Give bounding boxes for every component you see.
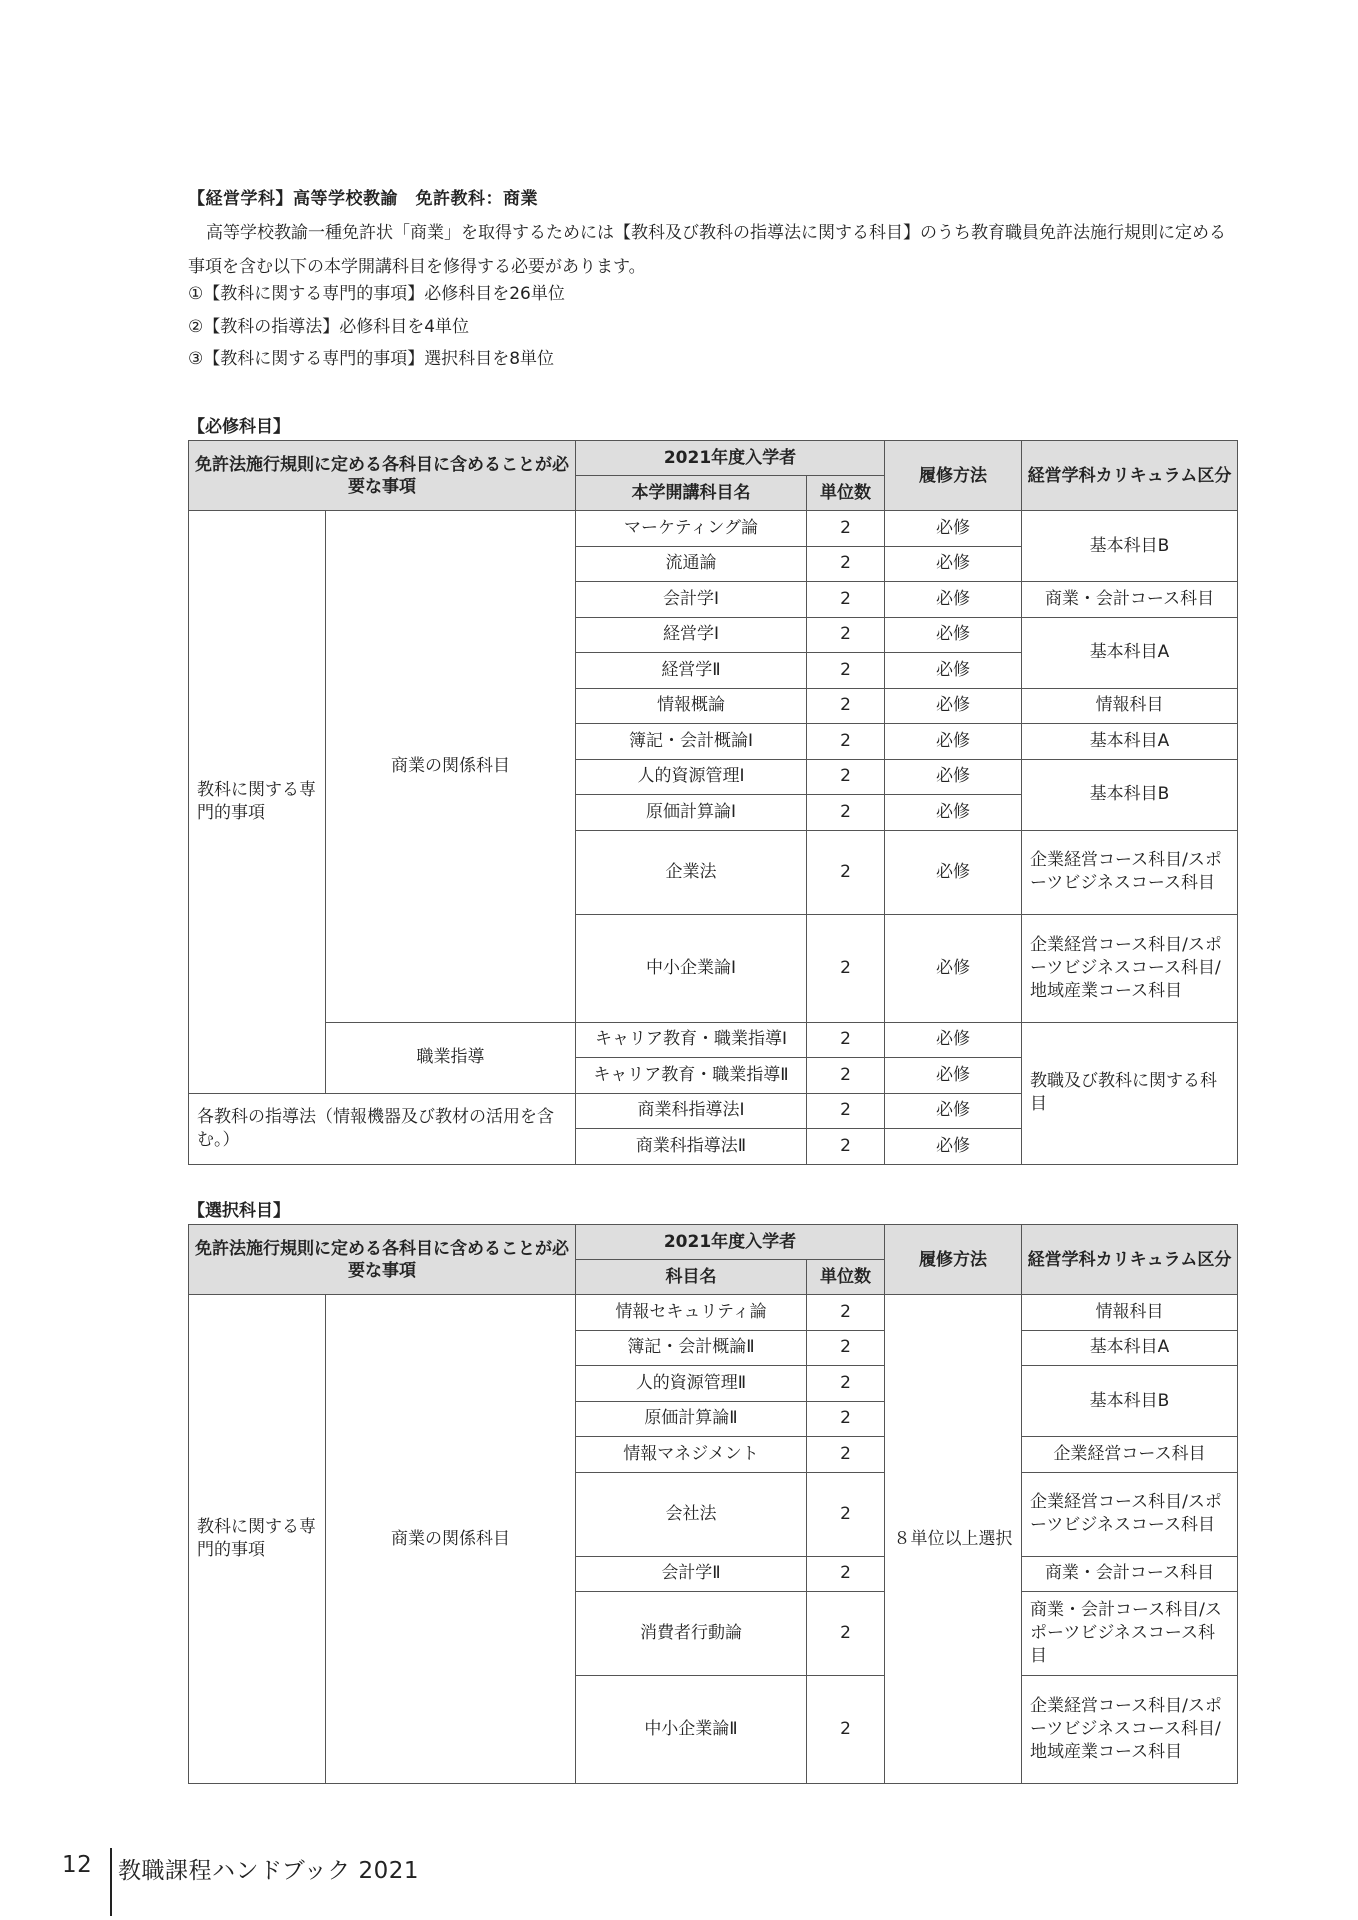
- credits-cell: 2: [807, 688, 885, 724]
- method-cell: ８単位以上選択: [885, 1295, 1022, 1784]
- subject-cell: 中小企業論Ⅰ: [576, 914, 807, 1022]
- header-matter: 免許法施行規則に定める各科目に含めることが必要な事項: [189, 1225, 576, 1295]
- curriculum-cell: 情報科目: [1022, 1295, 1238, 1331]
- subject-cell: 消費者行動論: [576, 1592, 807, 1676]
- curriculum-cell: 商業・会計コース科目: [1022, 1556, 1238, 1592]
- credits-cell: 2: [807, 830, 885, 914]
- method-cell: 必修: [885, 546, 1022, 582]
- header-curriculum: 経営学科カリキュラム区分: [1022, 441, 1238, 511]
- method-cell: 必修: [885, 1058, 1022, 1094]
- curriculum-cell: 情報科目: [1022, 688, 1238, 724]
- subject-cell: 流通論: [576, 546, 807, 582]
- curriculum-cell: 基本科目B: [1022, 511, 1238, 582]
- subject-cell: マーケティング論: [576, 511, 807, 547]
- subject-cell: 情報マネジメント: [576, 1437, 807, 1473]
- method-cell: 必修: [885, 1093, 1022, 1129]
- required-courses-table: [188, 440, 1238, 1165]
- footer-title: 教職課程ハンドブック 2021: [118, 1858, 420, 1884]
- header-method: 履修方法: [885, 441, 1022, 511]
- subject-cell: 企業法: [576, 830, 807, 914]
- subject-cell: キャリア教育・職業指導Ⅰ: [576, 1022, 807, 1058]
- category-cell: 商業の関係科目: [326, 511, 576, 1023]
- credits-cell: 2: [807, 1022, 885, 1058]
- method-cell: 必修: [885, 830, 1022, 914]
- credits-cell: 2: [807, 582, 885, 618]
- subject-cell: 会計学Ⅱ: [576, 1556, 807, 1592]
- method-cell: 必修: [885, 914, 1022, 1022]
- matter-cell: 教科に関する専門的事項: [189, 1295, 326, 1784]
- curriculum-cell: 商業・会計コース科目: [1022, 582, 1238, 618]
- subject-cell: 経営学Ⅰ: [576, 617, 807, 653]
- curriculum-cell: 商業・会計コース科目/スポーツビジネスコース科目: [1022, 1592, 1238, 1676]
- method-cell: 必修: [885, 795, 1022, 831]
- credits-cell: 2: [807, 546, 885, 582]
- subject-cell: 人的資源管理Ⅰ: [576, 759, 807, 795]
- credits-cell: 2: [807, 724, 885, 760]
- curriculum-cell: 企業経営コース科目/スポーツビジネスコース科目: [1022, 830, 1238, 914]
- credits-cell: 2: [807, 1676, 885, 1784]
- method-cell: 必修: [885, 724, 1022, 760]
- required-section-title: 【必修科目】: [188, 417, 290, 437]
- subject-cell: 簿記・会計概論Ⅰ: [576, 724, 807, 760]
- subject-cell: 原価計算論Ⅱ: [576, 1401, 807, 1437]
- curriculum-cell: 基本科目A: [1022, 617, 1238, 688]
- credits-cell: 2: [807, 617, 885, 653]
- header-credits: 単位数: [807, 1260, 885, 1295]
- credits-cell: 2: [807, 1058, 885, 1094]
- credits-cell: 2: [807, 1330, 885, 1366]
- header-matter: 免許法施行規則に定める各科目に含めることが必要な事項: [189, 441, 576, 511]
- subject-cell: 商業科指導法Ⅱ: [576, 1129, 807, 1165]
- matter-cell: 教科に関する専門的事項: [189, 511, 326, 1094]
- header-curriculum: 経営学科カリキュラム区分: [1022, 1225, 1238, 1295]
- curriculum-cell: 基本科目A: [1022, 1330, 1238, 1366]
- matter-cell: 各教科の指導法（情報機器及び教材の活用を含む。）: [189, 1093, 576, 1164]
- header-year: 2021年度入学者: [576, 1225, 885, 1260]
- credits-cell: 2: [807, 1366, 885, 1402]
- subject-cell: キャリア教育・職業指導Ⅱ: [576, 1058, 807, 1094]
- category-cell: 商業の関係科目: [326, 1295, 576, 1784]
- credits-cell: 2: [807, 1437, 885, 1473]
- category-cell: 職業指導: [326, 1022, 576, 1093]
- curriculum-cell: 基本科目B: [1022, 1366, 1238, 1437]
- header-subject: 本学開講科目名: [576, 476, 807, 511]
- subject-cell: 中小企業論Ⅱ: [576, 1676, 807, 1784]
- curriculum-cell: 企業経営コース科目/スポーツビジネスコース科目/地域産業コース科目: [1022, 1676, 1238, 1784]
- header-subject: 科目名: [576, 1260, 807, 1295]
- subject-cell: 会社法: [576, 1472, 807, 1556]
- subject-cell: 簿記・会計概論Ⅱ: [576, 1330, 807, 1366]
- credits-cell: 2: [807, 1401, 885, 1437]
- footer-divider: [110, 1848, 112, 1916]
- credits-cell: 2: [807, 1592, 885, 1676]
- credits-cell: 2: [807, 795, 885, 831]
- curriculum-cell: 企業経営コース科目/スポーツビジネスコース科目/地域産業コース科目: [1022, 914, 1238, 1022]
- header-credits: 単位数: [807, 476, 885, 511]
- curriculum-cell: 企業経営コース科目/スポーツビジネスコース科目: [1022, 1472, 1238, 1556]
- curriculum-cell: 基本科目B: [1022, 759, 1238, 830]
- credits-cell: 2: [807, 1556, 885, 1592]
- credits-cell: 2: [807, 759, 885, 795]
- credits-cell: 2: [807, 653, 885, 689]
- credits-cell: 2: [807, 1295, 885, 1331]
- elective-courses-table: [188, 1224, 1238, 1784]
- method-cell: 必修: [885, 1129, 1022, 1165]
- subject-cell: 人的資源管理Ⅱ: [576, 1366, 807, 1402]
- header-method: 履修方法: [885, 1225, 1022, 1295]
- credits-cell: 2: [807, 1093, 885, 1129]
- page-number: 12: [62, 1852, 93, 1878]
- credits-cell: 2: [807, 1129, 885, 1165]
- header-year: 2021年度入学者: [576, 441, 885, 476]
- method-cell: 必修: [885, 511, 1022, 547]
- curriculum-cell: 教職及び教科に関する科目: [1022, 1022, 1238, 1164]
- intro-text: 高等学校教諭一種免許状「商業」を取得するためには【教科及び教科の指導法に関する科目】のうち教育職員免許法施行規則に定める事項を含む以下の本学開講科目を修得する必要があります。: [188, 223, 1226, 277]
- method-cell: 必修: [885, 688, 1022, 724]
- method-cell: 必修: [885, 617, 1022, 653]
- subject-cell: 原価計算論Ⅰ: [576, 795, 807, 831]
- requirement-item: ③【教科に関する専門的事項】選択科目を8単位: [188, 349, 555, 369]
- method-cell: 必修: [885, 653, 1022, 689]
- subject-cell: 商業科指導法Ⅰ: [576, 1093, 807, 1129]
- method-cell: 必修: [885, 759, 1022, 795]
- elective-section-title: 【選択科目】: [188, 1201, 290, 1221]
- section-heading: 【経営学科】高等学校教諭 免許教科：商業: [188, 189, 538, 209]
- credits-cell: 2: [807, 511, 885, 547]
- method-cell: 必修: [885, 582, 1022, 618]
- curriculum-cell: 企業経営コース科目: [1022, 1437, 1238, 1473]
- subject-cell: 情報セキュリティ論: [576, 1295, 807, 1331]
- subject-cell: 経営学Ⅱ: [576, 653, 807, 689]
- subject-cell: 情報概論: [576, 688, 807, 724]
- method-cell: 必修: [885, 1022, 1022, 1058]
- credits-cell: 2: [807, 1472, 885, 1556]
- intro-paragraph: [188, 216, 1238, 284]
- credits-cell: 2: [807, 914, 885, 1022]
- requirements-list: [188, 278, 1238, 376]
- subject-cell: 会計学Ⅰ: [576, 582, 807, 618]
- requirement-item: ②【教科の指導法】必修科目を4単位: [188, 316, 470, 337]
- requirement-item: ①【教科に関する専門的事項】必修科目を26単位: [188, 284, 565, 304]
- curriculum-cell: 基本科目A: [1022, 724, 1238, 760]
